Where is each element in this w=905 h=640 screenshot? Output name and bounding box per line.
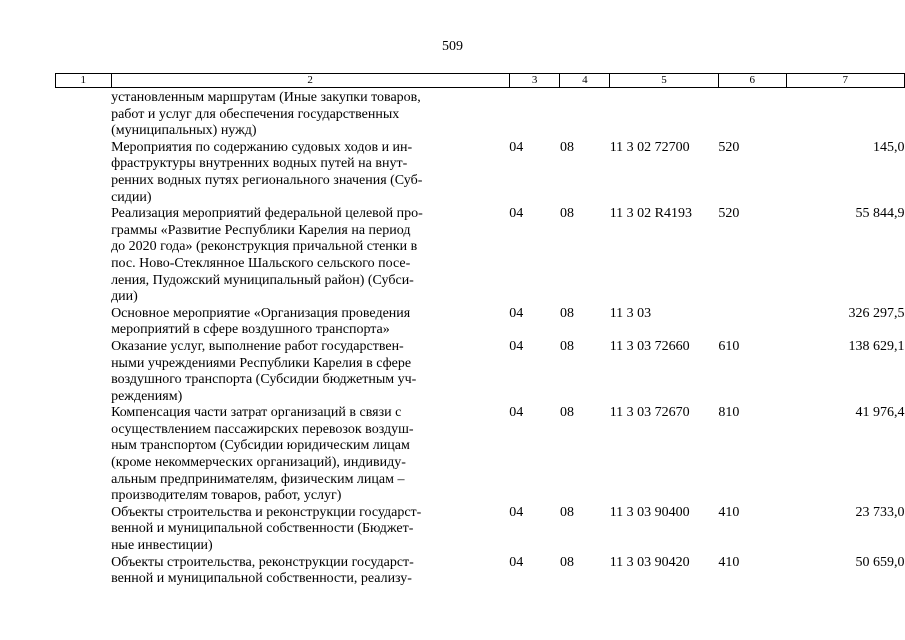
row-subsection-code: 08 xyxy=(559,206,574,222)
table-row xyxy=(56,555,905,588)
description-line: Мероприятия по содержанию судовых ходов и ин- xyxy=(111,139,413,155)
table-row xyxy=(56,206,905,306)
header-col-6: 6 xyxy=(718,74,786,88)
table-row xyxy=(56,505,905,555)
row-amount: 41 976,4 xyxy=(855,405,905,421)
description-line: (муниципальных) нужд) xyxy=(111,123,257,139)
row-section-code: 04 xyxy=(509,554,524,570)
row-section-code: 04 xyxy=(509,405,524,421)
description-line: Объекты строительства, реконструкции государст- xyxy=(111,554,414,570)
row-section-code: 04 xyxy=(509,305,524,321)
row-description xyxy=(111,339,509,405)
row-section-code: 04 xyxy=(509,139,524,155)
row-expense-type: 810 xyxy=(718,405,740,421)
row-expense-type: 410 xyxy=(718,504,740,520)
description-line: ренних водных путях регионального значения (Суб- xyxy=(111,172,423,188)
row-subsection-code: 08 xyxy=(559,305,574,321)
row-amount: 138 629,1 xyxy=(848,338,905,354)
header-col-4: 4 xyxy=(560,74,610,88)
row-subsection-code: 08 xyxy=(559,504,574,520)
description-line: производителям товаров, работ, услуг) xyxy=(111,488,342,504)
row-subsection-code: 08 xyxy=(559,554,574,570)
header-row xyxy=(56,74,905,88)
row-col-1 xyxy=(56,405,112,505)
table-row xyxy=(56,339,905,405)
row-target-article: 11 3 03 72660 xyxy=(609,338,690,354)
row-description xyxy=(111,555,509,588)
table-row xyxy=(56,140,905,206)
description-line: дии) xyxy=(111,289,138,305)
row-target-article: 11 3 03 90400 xyxy=(609,504,690,520)
row-target-article: 11 3 03 72670 xyxy=(609,405,690,421)
header-col-3: 3 xyxy=(509,74,560,88)
description-line: граммы «Развитие Республики Карелия на период xyxy=(111,222,411,238)
row-expense-type xyxy=(718,306,786,339)
row-amount: 326 297,5 xyxy=(848,305,905,321)
description-line: Реализация мероприятий федеральной целевой про- xyxy=(111,206,423,222)
description-line: Объекты строительства и реконструкции государст- xyxy=(111,504,422,520)
row-target-article: 11 3 03 90420 xyxy=(609,554,690,570)
row-expense-type: 610 xyxy=(718,338,740,354)
row-expense-type: 520 xyxy=(718,139,740,155)
header-col-1: 1 xyxy=(56,74,112,88)
row-subsection-code: 08 xyxy=(559,405,574,421)
row-col-1 xyxy=(56,306,112,339)
description-line: (кроме некоммерческих организаций), индивиду- xyxy=(111,455,406,471)
row-description xyxy=(111,306,509,339)
row-col-1 xyxy=(56,505,112,555)
row-expense-type xyxy=(718,88,786,140)
row-target-article: 11 3 02 R4193 xyxy=(609,206,693,222)
description-line: фраструктуры внутренних водных путей на внут- xyxy=(111,156,408,172)
description-line: венной и муниципальной собственности (Бюджет- xyxy=(111,521,414,537)
row-amount: 50 659,0 xyxy=(855,554,905,570)
row-col-1 xyxy=(56,206,112,306)
description-line: альным предпринимателям, физическим лицам – xyxy=(111,471,405,487)
row-col-1 xyxy=(56,140,112,206)
description-line: установленным маршрутам (Иные закупки товаров, xyxy=(111,90,421,105)
table-row xyxy=(56,88,905,140)
row-subsection-code: 08 xyxy=(559,338,574,354)
table-row xyxy=(56,306,905,339)
description-line: ными учреждениями Республики Карелия в сфере xyxy=(111,355,412,371)
row-section-code: 04 xyxy=(509,338,524,354)
row-description xyxy=(111,405,509,505)
budget-table xyxy=(55,73,905,588)
description-line: мероприятий в сфере воздушного транспорта» xyxy=(111,322,390,338)
row-section-code xyxy=(509,88,560,140)
row-col-1 xyxy=(56,339,112,405)
row-description xyxy=(111,206,509,306)
row-description xyxy=(111,505,509,555)
row-section-code: 04 xyxy=(509,504,524,520)
row-target-article: 11 3 03 xyxy=(609,305,652,321)
row-expense-type: 520 xyxy=(718,206,740,222)
row-subsection-code xyxy=(560,88,610,140)
row-target-article xyxy=(610,88,719,140)
row-amount xyxy=(786,88,904,140)
table-row xyxy=(56,405,905,505)
description-line: сидии) xyxy=(111,189,152,205)
row-description xyxy=(111,140,509,206)
description-line: реждениям) xyxy=(111,388,183,404)
row-amount: 23 733,0 xyxy=(855,504,905,520)
description-line: ления, Пудожский муниципальный район) (Субси- xyxy=(111,272,414,288)
row-expense-type: 410 xyxy=(718,554,740,570)
row-description xyxy=(111,88,509,140)
description-line: осуществлением пассажирских перевозок воздуш- xyxy=(111,421,414,437)
row-col-1 xyxy=(56,88,112,140)
description-line: ным транспортом (Субсидии юридическим лицам xyxy=(111,438,410,454)
row-section-code: 04 xyxy=(509,206,524,222)
description-line: до 2020 года» (реконструкция причальной стенки в xyxy=(111,239,418,255)
description-line: пос. Ново-Стеклянное Шальского сельского посе- xyxy=(111,255,411,271)
description-line: ные инвестиции) xyxy=(111,538,213,554)
row-subsection-code: 08 xyxy=(559,139,574,155)
page-number: 509 xyxy=(442,39,463,54)
row-amount: 55 844,9 xyxy=(855,206,905,222)
description-line: венной и муниципальной собственности, реализу- xyxy=(111,571,412,587)
header-col-7: 7 xyxy=(786,74,904,88)
header-col-5: 5 xyxy=(610,74,719,88)
row-col-1 xyxy=(56,555,112,588)
description-line: Основное мероприятие «Организация проведения xyxy=(111,305,411,321)
row-target-article: 11 3 02 72700 xyxy=(609,139,690,155)
description-line: воздушного транспорта (Субсидии бюджетным уч- xyxy=(111,372,417,388)
description-line: Оказание услуг, выполнение работ государствен- xyxy=(111,338,404,354)
header-col-2: 2 xyxy=(111,74,509,88)
row-amount: 145,0 xyxy=(873,139,905,155)
description-line: работ и услуг для обеспечения государственных xyxy=(111,106,400,122)
description-line: Компенсация части затрат организаций в связи с xyxy=(111,405,402,421)
